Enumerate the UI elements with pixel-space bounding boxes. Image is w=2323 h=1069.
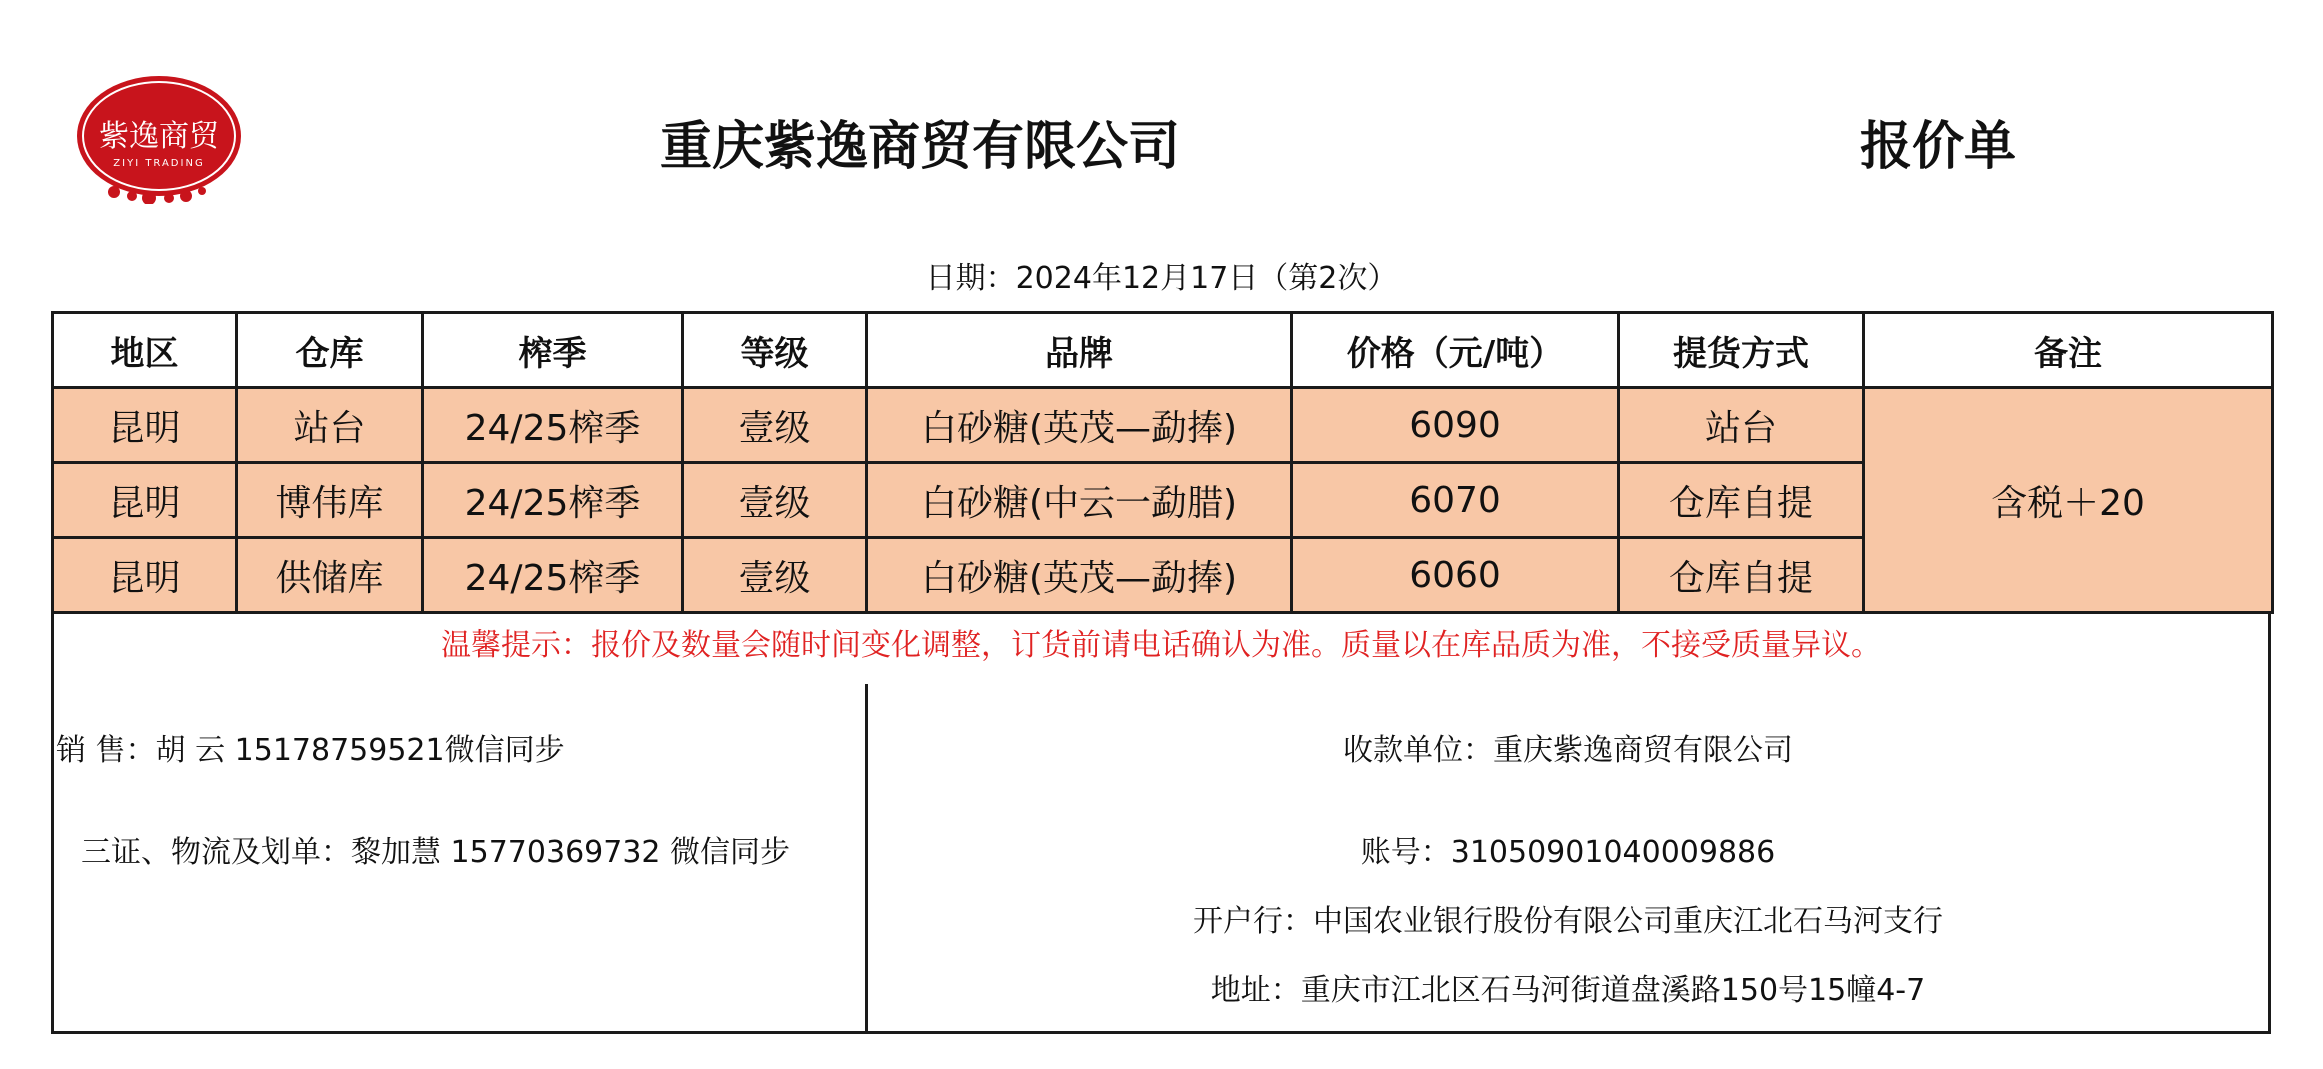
cell-price: 6090 <box>1292 388 1619 463</box>
cell-grade: 壹级 <box>683 388 867 463</box>
quote-round: （第2次） <box>1258 261 1398 296</box>
bank-label: 开户行： <box>1193 904 1313 939</box>
docs-phone: 15770369732 微信同步 <box>450 835 791 870</box>
date-line <box>0 254 2323 304</box>
docs-label: 三证、物流及划单： <box>81 835 351 870</box>
sales-label: 销 售： <box>56 733 156 768</box>
cell-pickup: 站台 <box>1619 388 1864 463</box>
logo-seal-icon <box>74 74 244 204</box>
cell-brand: 白砂糖(英茂—勐捧) <box>867 388 1292 463</box>
quote-table <box>51 311 2274 614</box>
info-box <box>51 611 2271 1034</box>
column-header-season: 榨季 <box>423 313 683 388</box>
sales-contact <box>56 729 565 773</box>
sales-phone: 15178759521微信同步 <box>234 733 565 768</box>
account-line <box>868 831 2268 875</box>
cell-price: 6060 <box>1292 538 1619 613</box>
cell-remark: 含税＋20 <box>1864 388 2273 613</box>
docs-contact <box>81 831 790 875</box>
cell-grade: 壹级 <box>683 538 867 613</box>
column-header-brand: 品牌 <box>867 313 1292 388</box>
cell-warehouse: 博伟库 <box>237 463 423 538</box>
payee-label: 收款单位： <box>1343 733 1493 768</box>
cell-brand: 白砂糖(英茂—勐捧) <box>867 538 1292 613</box>
column-header-region: 地区 <box>53 313 237 388</box>
address-value: 重庆市江北区石马河街道盘溪路150号15幢4-7 <box>1300 973 1926 1008</box>
cell-season: 24/25榨季 <box>423 463 683 538</box>
cell-warehouse: 站台 <box>237 388 423 463</box>
svg-text:ZIYI TRADING: ZIYI TRADING <box>113 158 205 169</box>
cell-warehouse: 供储库 <box>237 538 423 613</box>
bank-line <box>868 900 2268 944</box>
table-row <box>53 388 2273 463</box>
sales-name: 胡 云 <box>155 733 226 768</box>
date-label: 日期： <box>925 261 1016 296</box>
cell-season: 24/25榨季 <box>423 388 683 463</box>
bank-value: 中国农业银行股份有限公司重庆江北石马河支行 <box>1313 904 1943 939</box>
account-label: 账号： <box>1360 835 1451 870</box>
cell-season: 24/25榨季 <box>423 538 683 613</box>
document-title: 报价单 <box>1860 117 2017 177</box>
docs-name: 黎加慧 <box>351 835 441 870</box>
column-header-price: 价格（元/吨） <box>1292 313 1619 388</box>
column-header-pickup: 提货方式 <box>1619 313 1864 388</box>
cell-region: 昆明 <box>53 538 237 613</box>
table-header-row <box>53 313 2273 388</box>
payee-value: 重庆紫逸商贸有限公司 <box>1493 733 1793 768</box>
address-line <box>868 969 2268 1013</box>
column-header-remark: 备注 <box>1864 313 2273 388</box>
column-header-warehouse: 仓库 <box>237 313 423 388</box>
cell-price: 6070 <box>1292 463 1619 538</box>
company-logo <box>74 74 244 204</box>
address-label: 地址： <box>1210 973 1301 1008</box>
cell-pickup: 仓库自提 <box>1619 538 1864 613</box>
cell-region: 昆明 <box>53 463 237 538</box>
date-value: 2024年12月17日 <box>1015 261 1259 296</box>
cell-brand: 白砂糖(中云一勐腊) <box>867 463 1292 538</box>
payee-line <box>868 729 2268 773</box>
warm-tip: 温馨提示：报价及数量会随时间变化调整，订货前请电话确认为准。质量以在库品质为准，不接受质量异议。 <box>441 628 1881 663</box>
company-name: 重庆紫逸商贸有限公司 <box>660 117 1181 177</box>
cell-region: 昆明 <box>53 388 237 463</box>
cell-grade: 壹级 <box>683 463 867 538</box>
cell-pickup: 仓库自提 <box>1619 463 1864 538</box>
account-value: 31050901040009886 <box>1450 835 1776 870</box>
svg-text:紫逸商贸: 紫逸商贸 <box>99 119 219 154</box>
column-header-grade: 等级 <box>683 313 867 388</box>
